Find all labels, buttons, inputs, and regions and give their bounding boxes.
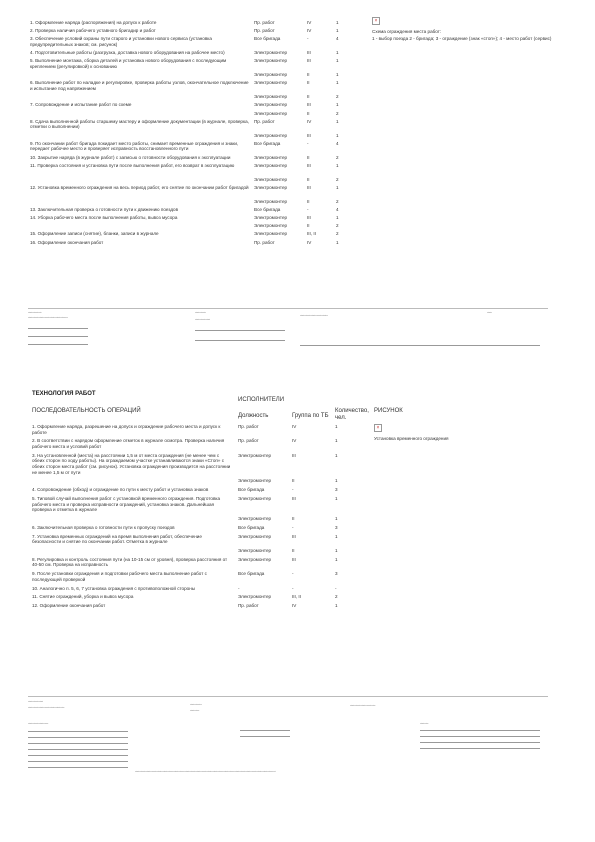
row-who: Электромонтер — [238, 478, 272, 484]
figure-placeholder-icon: × — [374, 424, 382, 432]
figure-note: 1 - выбор поезда 2 - бригада; 3 - ограждение (знак «стоп»); 4 - место работ (сервис) — [372, 36, 552, 41]
row-qty: 1 — [335, 533, 338, 539]
col-qty: Количество, чел. — [335, 408, 369, 421]
row-qty: 2 — [336, 94, 339, 100]
row-grp: II — [307, 110, 310, 116]
row-op: 6. Заключительная проверка о готовности пути к пропуску поездов — [32, 524, 175, 530]
row-grp: - — [307, 140, 309, 146]
col-sequence: ПОСЛЕДОВАТЕЛЬНОСТЬ ОПЕРАЦИЙ — [32, 408, 141, 414]
row-op: 1. Оформление наряда (распоряжения) на допуск к работе — [30, 20, 157, 25]
row-qty: 1 — [336, 118, 339, 124]
row-qty: 1 — [336, 162, 339, 168]
row-grp: II — [307, 72, 310, 78]
row-op: 12. Оформление окончания работ — [32, 603, 106, 609]
row-grp: III — [307, 102, 311, 108]
row-qty: 3 — [335, 571, 338, 577]
row-grp: IV — [292, 424, 297, 429]
row-who: Электромонтер — [238, 548, 272, 553]
row-grp: II — [307, 80, 310, 86]
row-grp: III — [292, 496, 296, 501]
row-who: Электромонтер — [254, 102, 288, 108]
row-grp: III — [307, 132, 311, 138]
row-qty: 4 — [336, 206, 339, 212]
page2-title: ТЕХНОЛОГИЯ РАБОТ — [32, 391, 96, 397]
row-who: Пр. работ — [238, 424, 259, 429]
row-grp: IV — [307, 239, 312, 245]
row-op: 4. Подготовительные работы (разгрузка, доставка нового оборудования на рабочее место) — [30, 50, 225, 56]
row-qty: 2 — [336, 231, 339, 237]
row-op: 5. Выполнение монтажа, сборка деталей и установка нового оборудования с последующим креплением (регулировкой) к основанию — [30, 58, 227, 69]
row-qty: 1 — [336, 239, 339, 245]
row-who: Электромонтер — [254, 184, 288, 190]
row-grp: II — [292, 516, 295, 521]
row-qty: 2 — [336, 154, 339, 160]
row-who: Электромонтер — [254, 80, 288, 86]
row-qty: 1 — [336, 132, 339, 138]
row-grp: IV — [292, 603, 297, 609]
row-qty: 1 — [335, 438, 338, 444]
row-op: 9. После установки ограждения и подготовки рабочего места выполнение работ с последующей проверкой — [32, 571, 207, 582]
row-who: - — [238, 585, 240, 591]
row-grp: III — [307, 58, 311, 64]
row-grp: III — [292, 556, 296, 562]
row-op: 12. Установка временного ограждения на весь период работ, его снятие по окончании работ бригадой — [30, 184, 249, 190]
figure-caption: Схема ограждения места работ: — [372, 29, 442, 34]
row-qty: 2 — [336, 223, 339, 229]
row-who: Электромонтер — [254, 50, 288, 56]
row-qty: 4 — [336, 36, 339, 42]
row-op: 16. Оформление окончания работ — [30, 239, 104, 245]
row-who: Электромонтер — [238, 556, 272, 562]
row-qty: 1 — [336, 184, 339, 190]
row-who: Электромонтер — [254, 94, 288, 100]
row-qty: 1 — [335, 556, 338, 562]
col-position: Должность — [238, 413, 269, 419]
row-qty: 2 — [336, 176, 339, 182]
row-who: Электромонтер — [254, 132, 288, 138]
row-who: Пр. работ — [254, 28, 275, 34]
row-who: Все бригада — [238, 524, 265, 530]
row-qty: 1 — [335, 496, 338, 501]
row-grp: III — [307, 162, 311, 168]
row-who: Электромонтер — [238, 452, 272, 458]
row-grp: II — [307, 198, 310, 204]
row-grp: III — [307, 215, 311, 220]
row-who: Электромонтер — [254, 110, 288, 116]
col-figure: РИСУНОК — [374, 408, 403, 414]
row-qty: 2 — [336, 110, 339, 116]
row-grp: II — [292, 478, 295, 484]
row-who: Пр. работ — [238, 438, 259, 444]
row-op: 11. Проверка состояния и установка пути после выполнения работ, его возврат в эксплуатацию — [30, 162, 235, 168]
row-who: Все бригада — [254, 206, 281, 212]
row-who: Пр. работ — [254, 20, 275, 25]
row-qty: - — [335, 585, 337, 591]
row-qty: 1 — [335, 452, 338, 458]
row-qty: 3 — [335, 487, 338, 493]
row-op: 15. Оформление записи (снятие), бланки, записи в журнале — [30, 231, 159, 237]
row-op: 6. Выполнение работ по наладке и регулировке, проверка работы узлов, окончательное подключение и испытание под напряжением — [30, 80, 249, 91]
row-op: 10. Закрытие наряда (в журнале работ) с записью о готовности оборудования к эксплуатации — [30, 154, 231, 160]
row-op: 2. Проверка наличия рабочего уставного бригадир и работ — [30, 28, 156, 34]
row-grp: - — [292, 585, 294, 591]
row-grp: II — [307, 176, 310, 182]
row-who: Электромонтер — [254, 231, 288, 237]
row-grp: - — [292, 524, 294, 530]
row-who: Электромонтер — [254, 154, 288, 160]
row-op: 1. Оформление наряда, разрешение на допуск и ограждение рабочего места и допуск к работе — [32, 424, 221, 435]
row-op: 5. Типовой случай выполнения работ с установкой временного ограждения. Подготовка рабочего места и проверка исправности ограждений, установка знаков. Дальнейшая проверка и отметка в журнале — [32, 496, 221, 513]
row-op: 13. Заключительная проверка о готовности пути к движению поездов — [30, 206, 179, 212]
row-qty: 1 — [336, 50, 339, 56]
row-op: 7. Установка временных ограждений на время выполнения работ, обеспечение безопасности и снятие по окончании работ. Отметка в журнале — [32, 533, 202, 545]
row-who: Все бригада — [238, 571, 265, 577]
figure-placeholder-icon: × — [372, 17, 380, 25]
row-grp: IV — [307, 20, 312, 25]
row-grp: II — [307, 94, 310, 100]
row-grp: II — [292, 548, 295, 553]
row-who: Электромонтер — [254, 223, 288, 229]
row-grp: IV — [292, 438, 297, 444]
row-who: Все бригада — [254, 140, 281, 146]
row-qty: 1 — [335, 516, 338, 521]
row-who: Все бригада — [254, 36, 281, 42]
row-op: 3. Обеспечение условий охраны пути старого и установки нового сервиса (установка предупредительных знаков; см. рисунок) — [30, 36, 212, 47]
row-grp: III, II — [307, 231, 316, 237]
row-who: Пр. работ — [254, 118, 275, 124]
row-op: 4. Сопровождение (обход) и ограждение по пути к месту работ и установка знаков — [32, 487, 209, 493]
row-grp: III — [307, 184, 311, 190]
row-grp: III — [292, 533, 296, 539]
row-grp: II — [307, 154, 310, 160]
row-grp: III — [292, 452, 296, 458]
row-qty: 1 — [336, 58, 339, 64]
row-grp: II — [307, 223, 310, 229]
row-who: Пр. работ — [238, 603, 259, 609]
row-who: Электромонтер — [254, 176, 288, 182]
row-who: Электромонтер — [238, 533, 272, 539]
row-op: 9. По окончании работ бригада покидает место работы, снимает временные ограждения и знаки, передает рабочее место и проверяет исправность восстановленного пути — [30, 140, 239, 152]
row-who: Электромонтер — [254, 198, 288, 204]
row-grp: - — [307, 206, 309, 212]
row-op: 2. В соответствии с нарядом оформление отметок в журнале осмотра. Проверка наличия рабочего места и условий работ — [32, 438, 225, 449]
row-op: 10. Аналогично п. 5, 6, 7 установка ограждения с противоположной стороны — [32, 585, 196, 591]
row-qty: 1 — [336, 80, 339, 86]
row-op: 14. Уборка рабочего места после выполнения работы, вывоз мусора — [30, 215, 178, 220]
row-op: 8. Сдача выполненной работы старшему мастеру и оформление документации (в журнале, проверка, отметки о выполнении) — [30, 118, 249, 130]
row-op: 7. Сопровождение и испытание работ по схеме — [30, 102, 132, 108]
col-group: Группа по ТБ — [292, 413, 329, 419]
row-who: Электромонтер — [238, 516, 272, 521]
row-who: Электромонтер — [254, 58, 288, 64]
row-qty: 2 — [335, 594, 338, 600]
row-who: Электромонтер — [238, 594, 272, 600]
row-op: 8. Регулировка и контроль состояния пути (на 10-15 см от уровня), проверка расстояния от 40-50 см. Проверка на исправность — [32, 556, 228, 568]
row-qty: 1 — [336, 215, 339, 220]
row-qty: 1 — [336, 28, 339, 34]
row-grp: III — [307, 50, 311, 56]
row-who: Электромонтер — [238, 496, 272, 501]
row-who: Электромонтер — [254, 72, 288, 78]
row-qty: 1 — [335, 478, 338, 484]
row-grp: IV — [307, 28, 312, 34]
row-qty: 1 — [335, 548, 338, 553]
row-qty: 1 — [336, 72, 339, 78]
row-qty: 1 — [336, 102, 339, 108]
row-who: Электромонтер — [254, 215, 288, 220]
row-grp: - — [292, 571, 294, 577]
row-qty: 2 — [336, 198, 339, 204]
figure-caption: Установка временного ограждения — [374, 436, 449, 441]
row-who: Электромонтер — [254, 162, 288, 168]
row-qty: 1 — [335, 603, 338, 609]
row-qty: 1 — [335, 424, 338, 429]
row-qty: 3 — [335, 524, 338, 530]
row-op: 11. Снятие ограждений, уборка и вывоз мусора — [32, 594, 134, 600]
row-who: Все бригада — [238, 487, 265, 493]
row-qty: 1 — [336, 20, 339, 25]
row-grp: - — [307, 36, 309, 42]
row-grp: - — [292, 487, 294, 493]
col-executors: ИСПОЛНИТЕЛИ — [238, 397, 285, 403]
row-who: Пр. работ — [254, 239, 275, 245]
row-grp: III, II — [292, 594, 301, 600]
row-qty: 4 — [336, 140, 339, 146]
row-grp: IV — [307, 118, 312, 124]
row-op: 3. На установленной (места) на расстоянии 1,5 м от места ограждения (не менее чем с обеих сторон по ходу работы). На ограждаемом участке устанавливаются знаки «Стоп» с обеих сторон места работ (см. рисунок). Установка ограждения производится на расстоянии не менее 1,5 м от пути — [32, 452, 231, 475]
